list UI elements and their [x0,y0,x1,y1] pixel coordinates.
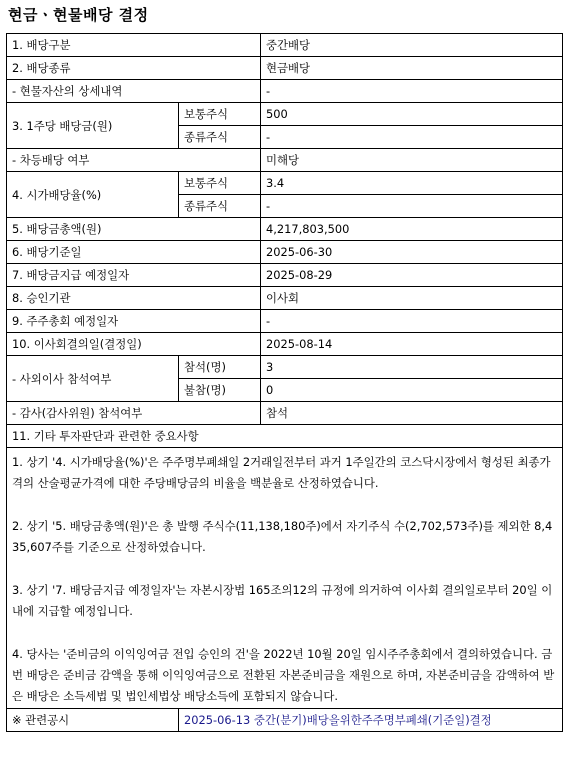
table-row [7,34,563,57]
table-row [7,448,563,709]
row-value: - [261,80,563,103]
row-label: 7. 배당금지급 예정일자 [7,264,261,287]
table-row [7,80,563,103]
row-label: 8. 승인기관 [7,287,261,310]
row-value: 이사회 [261,287,563,310]
table-row [7,172,563,195]
related-disclosure-label: ※ 관련공시 [7,709,179,732]
row-value: 미해당 [261,149,563,172]
table-row [7,425,563,448]
notes-cell [7,448,563,709]
table-row [7,356,563,379]
table-row [7,218,563,241]
sub-label: 보통주식 [179,103,261,126]
row-value: 0 [261,379,563,402]
row-value: 500 [261,103,563,126]
row-label: 10. 이사회결의일(결정일) [7,333,261,356]
section-label: 11. 기타 투자판단과 관련한 중요사항 [7,425,563,448]
note-paragraph: 3. 상기 '7. 배당금지급 예정일자'는 자본시장법 165조의12의 규정에 의거하여 이사회 결의일로부터 20일 이내에 지급할 예정입니다. [12,583,553,618]
page-title: 현금ㆍ현물배당 결정 [8,6,149,24]
row-value: 4,217,803,500 [261,218,563,241]
row-label: - 차등배당 여부 [7,149,261,172]
sub-label: 불참(명) [179,379,261,402]
sub-label: 종류주식 [179,126,261,149]
sub-label: 종류주식 [179,195,261,218]
row-value: - [261,195,563,218]
row-value: 현금배당 [261,57,563,80]
table-row [7,709,563,732]
sub-label: 보통주식 [179,172,261,195]
row-value: 3 [261,356,563,379]
table-row [7,241,563,264]
row-value: 참석 [261,402,563,425]
row-label: 5. 배당금총액(원) [7,218,261,241]
table-row [7,57,563,80]
related-disclosure-link[interactable]: 2025-06-13 중간(분기)배당을위한주주명부폐쇄(기준일)결정 [179,709,563,732]
table-row [7,287,563,310]
row-value: 2025-08-14 [261,333,563,356]
row-label: 3. 1주당 배당금(원) [7,103,179,149]
note-paragraph: 1. 상기 '4. 시가배당율(%)'은 주주명부폐쇄일 2거래일전부터 과거 1주일간의 코스닥시장에서 형성된 최종가격의 산술평균가격에 대한 주당배당금의 비율을 백분율로 산정하였습니다. [12,455,551,490]
row-label: 4. 시가배당율(%) [7,172,179,218]
row-label: 2. 배당종류 [7,57,261,80]
row-label: 1. 배당구분 [7,34,261,57]
row-label: - 사외이사 참석여부 [7,356,179,402]
table-row [7,310,563,333]
table-row [7,264,563,287]
note-paragraph: 2. 상기 '5. 배당금총액(원)'은 총 발행 주식수(11,138,180주)에서 자기주식 수(2,702,573주)를 제외한 8,435,607주를 기준으로 산정하였습니다. [12,519,553,554]
note-paragraph: 4. 당사는 '준비금의 이익잉여금 전입 승인의 건'을 2022년 10월 20일 임시주주총회에서 결의하였습니다. 금번 배당은 준비금 감액을 통해 이익잉여금으로 전환된 자본준비금을 재원으로 하며, 자본준비금을 감액하여 받은 배당은 소득세법 및 법인세법상 배당소득에 포함되지 않습니다. [12,647,555,703]
dividend-disclosure-table [6,33,563,732]
table-row [7,333,563,356]
row-value: 3.4 [261,172,563,195]
row-label: 9. 주주총회 예정일자 [7,310,261,333]
row-label: - 현물자산의 상세내역 [7,80,261,103]
row-label: 6. 배당기준일 [7,241,261,264]
table-row [7,402,563,425]
row-value: 중간배당 [261,34,563,57]
table-row [7,149,563,172]
row-label: - 감사(감사위원) 참석여부 [7,402,261,425]
row-value: - [261,310,563,333]
table-row [7,103,563,126]
row-value: - [261,126,563,149]
row-value: 2025-08-29 [261,264,563,287]
sub-label: 참석(명) [179,356,261,379]
row-value: 2025-06-30 [261,241,563,264]
